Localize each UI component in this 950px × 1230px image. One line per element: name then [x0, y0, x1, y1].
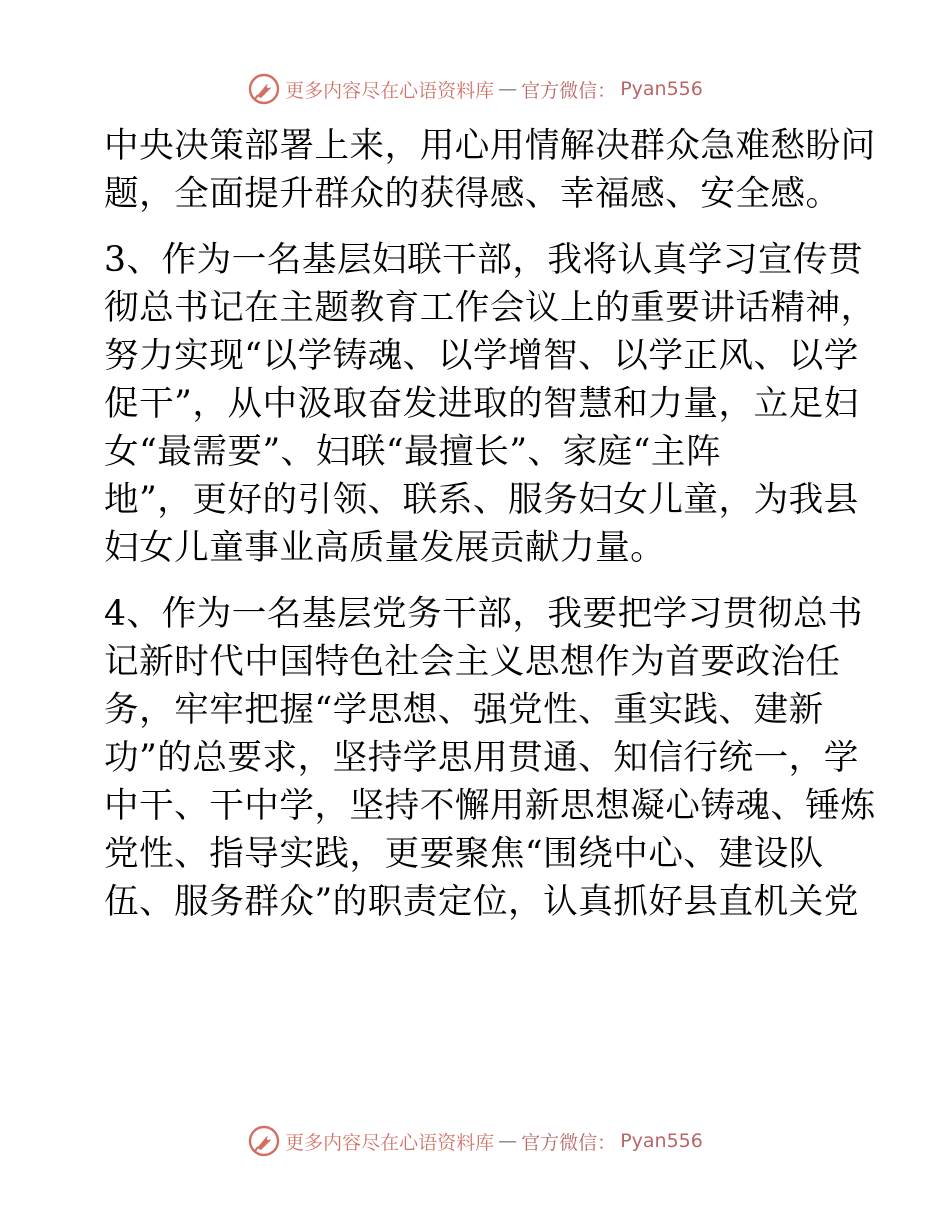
document-body	[104, 122, 876, 944]
text-line: 功”的总要求，坚持学思用贯通、知信行统一，学	[104, 738, 859, 778]
watermark-site-text: 更多内容尽在心语资料库	[285, 79, 495, 102]
watermark-contact-id: Pyan556	[620, 78, 703, 100]
text-line: 务，牢牢把握“学思想、强党性、重实践、建新	[104, 690, 824, 730]
paragraph-1	[104, 122, 876, 218]
text-line: 中干、干中学，坚持不懈用新思想凝心铸魂、锤炼	[104, 786, 876, 826]
text-line: 记新时代中国特色社会主义思想作为首要政治任	[104, 642, 841, 682]
watermark-separator: —	[498, 78, 518, 100]
watermark-site-text: 更多内容尽在心语资料库	[285, 1131, 495, 1154]
pen-nib-logo-icon	[247, 72, 281, 106]
paragraph-3	[104, 590, 876, 926]
text-line: 党性、指导实践，更要聚焦“围绕中心、建设队	[104, 834, 824, 874]
paragraph-2	[104, 236, 876, 572]
text-line: 妇女儿童事业高质量发展贡献力量。	[104, 528, 666, 568]
text-line: 努力实现“以学铸魂、以学增智、以学正风、以学	[104, 336, 859, 376]
text-line: 伍、服务群众”的职责定位，认真抓好县直机关党	[104, 882, 859, 922]
watermark-contact-id: Pyan556	[620, 1130, 703, 1152]
watermark-contact-label: 官方微信：	[521, 79, 617, 102]
watermark-header	[0, 72, 950, 106]
watermark-separator: —	[498, 1130, 518, 1152]
text-line: 女“最需要”、妇联“最擅长”、家庭“主阵	[104, 432, 722, 472]
text-line: 3、作为一名基层妇联干部，我将认真学习宣传贯	[104, 240, 864, 280]
text-line: 地”，更好的引领、联系、服务妇女儿童，为我县	[104, 480, 859, 520]
text-line: 中央决策部署上来，用心用情解决群众急难愁盼问	[104, 126, 876, 166]
pen-nib-logo-icon	[247, 1124, 281, 1158]
watermark-contact-label: 官方微信：	[521, 1131, 617, 1154]
text-line: 4、作为一名基层党务干部，我要把学习贯彻总书	[104, 594, 864, 634]
watermark-footer	[0, 1124, 950, 1158]
text-line: 题，全面提升群众的获得感、幸福感、安全感。	[104, 174, 841, 214]
text-line: 彻总书记在主题教育工作会议上的重要讲话精神，	[104, 288, 876, 328]
text-line: 促干”，从中汲取奋发进取的智慧和力量，立足妇	[104, 384, 859, 424]
